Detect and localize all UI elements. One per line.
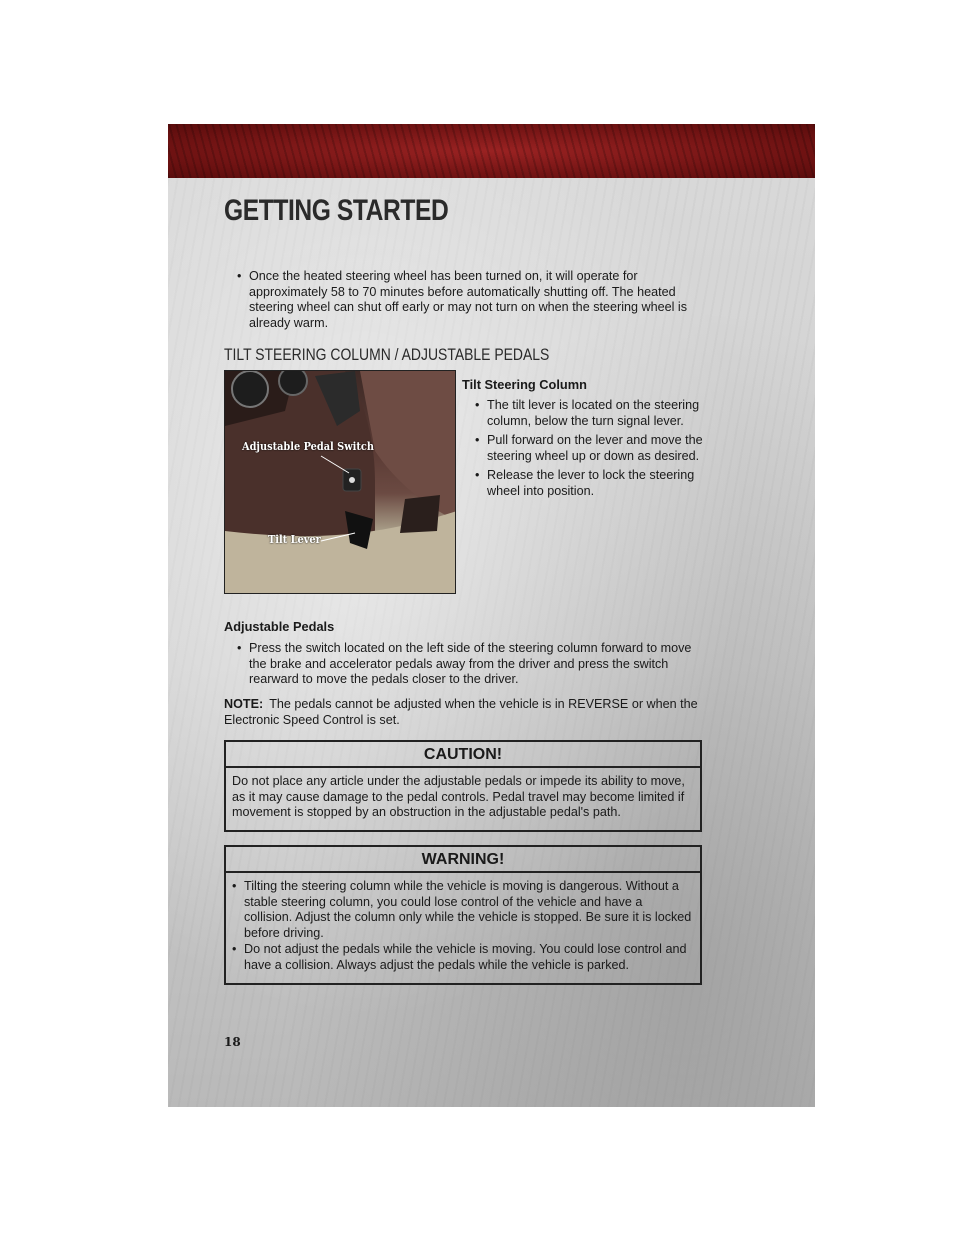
intro-bullet-text: Once the heated steering wheel has been turned on, it will operate for approximately 58 to 70 minutes before automatically shutting off. The heated steering wheel can shut off early or may not turn on when the steering wheel is already warm. xyxy=(249,269,687,330)
caution-box xyxy=(224,740,702,832)
note-text: The pedals cannot be adjusted when the vehicle is in REVERSE or when the Electronic Speed Control is set. xyxy=(224,697,698,727)
list-item-text: Tilting the steering column while the vehicle is moving is dangerous. Without a stable steering column, you could lose control of the vehicle and have a collision. Adjust the column only while the vehicle is stopped. Be sure it is locked before driving. xyxy=(244,879,692,940)
warning-box xyxy=(224,845,702,985)
list-item-text: Release the lever to lock the steering wheel into position. xyxy=(487,468,695,498)
tilt-steering-list xyxy=(475,398,705,504)
bullet-glyph: • xyxy=(237,641,242,655)
page-number: 18 xyxy=(224,1035,241,1049)
steering-column-photo xyxy=(224,370,456,594)
warning-title: WARNING! xyxy=(226,847,700,873)
bullet-glyph: • xyxy=(232,879,237,893)
section-heading: TILT STEERING COLUMN / ADJUSTABLE PEDALS xyxy=(224,345,550,364)
page-title: GETTING STARTED xyxy=(224,194,449,227)
bullet-glyph: • xyxy=(475,398,480,412)
adjustable-pedals-text: Press the switch located on the left side of the steering column forward to move the brake and accelerator pedals away from the driver and press the switch rearward to move the pedals closer to the driver. xyxy=(249,641,692,687)
photo-label-pedal-switch: Adjustable Pedal Switch xyxy=(242,439,374,453)
note-paragraph xyxy=(224,697,704,728)
bullet-glyph: • xyxy=(237,269,242,283)
photo-illustration xyxy=(225,371,456,594)
caution-text: Do not place any article under the adjustable pedals or impede its ability to move, as it may cause damage to the pedal controls. Pedal travel may become limited if movement is stopped by an obstruction in the adjustable pedal's path. xyxy=(232,774,685,820)
note-label: NOTE: xyxy=(224,697,264,711)
list-item xyxy=(475,398,705,429)
list-item-text: Pull forward on the lever and move the steering wheel up or down as desired. xyxy=(487,433,703,463)
tilt-steering-heading: Tilt Steering Column xyxy=(462,377,587,392)
list-item xyxy=(232,879,694,941)
adjustable-pedals-bullet xyxy=(237,641,704,688)
list-item xyxy=(475,433,705,464)
photo-label-tilt-lever: Tilt Lever xyxy=(268,532,321,546)
manual-page xyxy=(168,124,815,1107)
bullet-glyph: • xyxy=(475,433,480,448)
list-item-text: The tilt lever is located on the steering column, below the turn signal lever. xyxy=(487,398,700,428)
bullet-glyph: • xyxy=(232,942,237,957)
warning-body xyxy=(226,873,700,974)
list-item xyxy=(232,942,694,973)
intro-bullet xyxy=(237,269,704,331)
bullet-glyph: • xyxy=(475,468,480,483)
list-item xyxy=(475,468,705,499)
header-band xyxy=(168,124,815,178)
adjustable-pedals-heading: Adjustable Pedals xyxy=(224,619,335,634)
list-item-text: Do not adjust the pedals while the vehicle is moving. You could lose control and have a collision. Always adjust the pedals while the vehicle is parked. xyxy=(244,942,687,972)
caution-title: CAUTION! xyxy=(226,742,700,768)
